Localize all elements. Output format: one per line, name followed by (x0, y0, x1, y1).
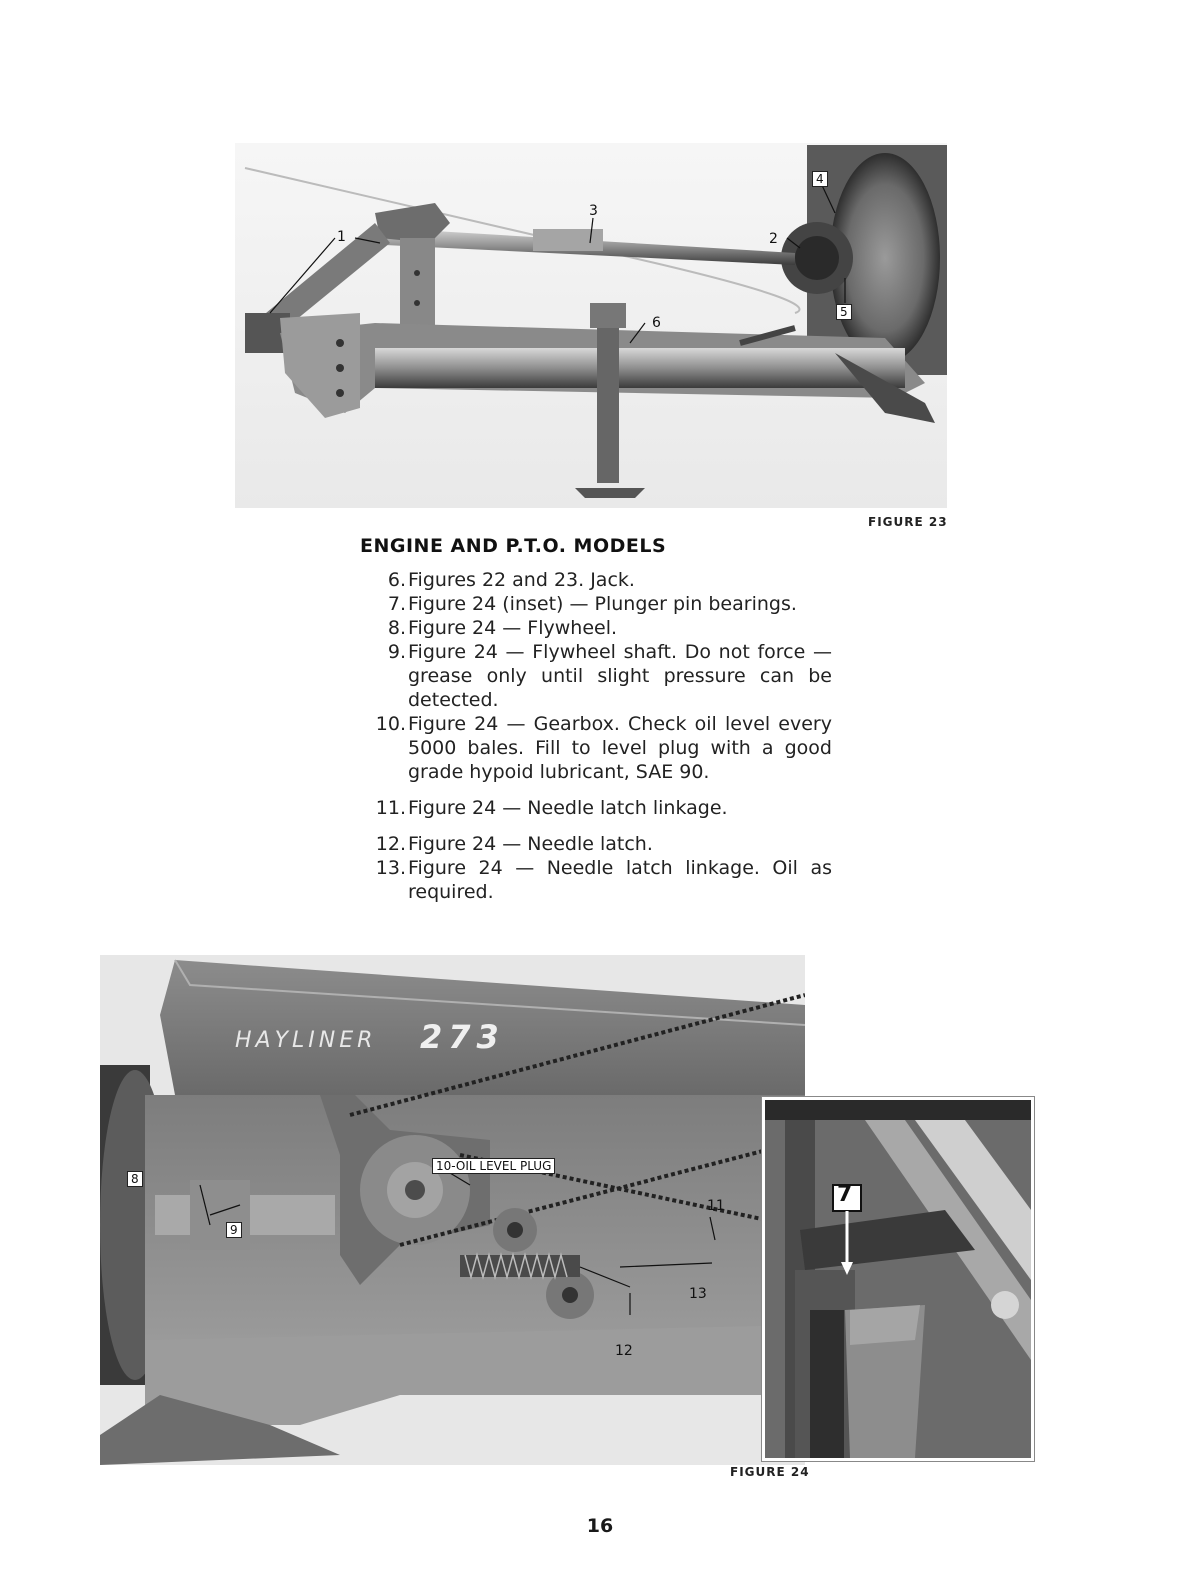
figure-23-caption: FIGURE 23 (868, 515, 948, 529)
list-item (360, 568, 832, 592)
item-text: Figure 24 (inset) — Plunger pin bearings. (408, 593, 797, 615)
item-text: Figure 24 — Flywheel. (408, 617, 618, 639)
oil-level-plug-label: 10-OIL LEVEL PLUG (432, 1158, 555, 1174)
item-number: 11. (375, 797, 406, 819)
lubrication-list (360, 568, 832, 904)
item-text: Figure 24 — Gearbox. Check oil level every 5000 bales. Fill to level plug with a good grade hypoid lubricant, SAE 90. (408, 713, 832, 783)
item-number: 9. (387, 641, 406, 663)
item-number: 13. (375, 857, 406, 879)
fig24-callout-8: 8 (127, 1171, 143, 1187)
list-item (360, 712, 832, 784)
fig24-callout-11: 11 (707, 1198, 725, 1214)
hood-model-text: 273 (420, 1018, 505, 1056)
list-item (360, 640, 832, 712)
item-text: Figure 24 — Flywheel shaft. Do not force — grease only until slight pressure can be detected. (408, 641, 832, 711)
fig23-callout-1: 1 (337, 229, 346, 245)
figure-24-inset-photo (762, 1097, 1034, 1461)
fig23-callout-3: 3 (589, 203, 598, 219)
hood-brand-text: HAYLINER (235, 1028, 377, 1053)
item-number: 6. (387, 569, 406, 591)
item-number: 12. (375, 833, 406, 855)
figure-24-caption: FIGURE 24 (730, 1465, 810, 1479)
fig23-callout-6: 6 (652, 315, 661, 331)
fig24-callout-9: 9 (226, 1222, 242, 1238)
fig24-callout-13: 13 (689, 1286, 707, 1302)
page-number: 16 (586, 1515, 614, 1537)
item-text: Figures 22 and 23. Jack. (408, 569, 635, 591)
list-item (360, 856, 832, 904)
fig23-callout-5: 5 (836, 304, 852, 320)
item-number: 10. (375, 713, 406, 735)
inset-callout-7: 7 (837, 1182, 853, 1207)
fig24-callout-12: 12 (615, 1343, 633, 1359)
item-number: 8. (387, 617, 406, 639)
fig23-callout-4: 4 (812, 171, 828, 187)
item-number: 7. (387, 593, 406, 615)
item-text: Figure 24 — Needle latch linkage. Oil as required. (408, 857, 832, 903)
fig23-callout-2: 2 (769, 231, 778, 247)
list-item (360, 796, 832, 820)
item-text: Figure 24 — Needle latch. (408, 833, 653, 855)
list-item (360, 616, 832, 640)
section-heading: ENGINE AND P.T.O. MODELS (360, 535, 667, 557)
figure-23-photo (235, 143, 947, 508)
list-item (360, 592, 832, 616)
list-item (360, 832, 832, 856)
item-text: Figure 24 — Needle latch linkage. (408, 797, 728, 819)
